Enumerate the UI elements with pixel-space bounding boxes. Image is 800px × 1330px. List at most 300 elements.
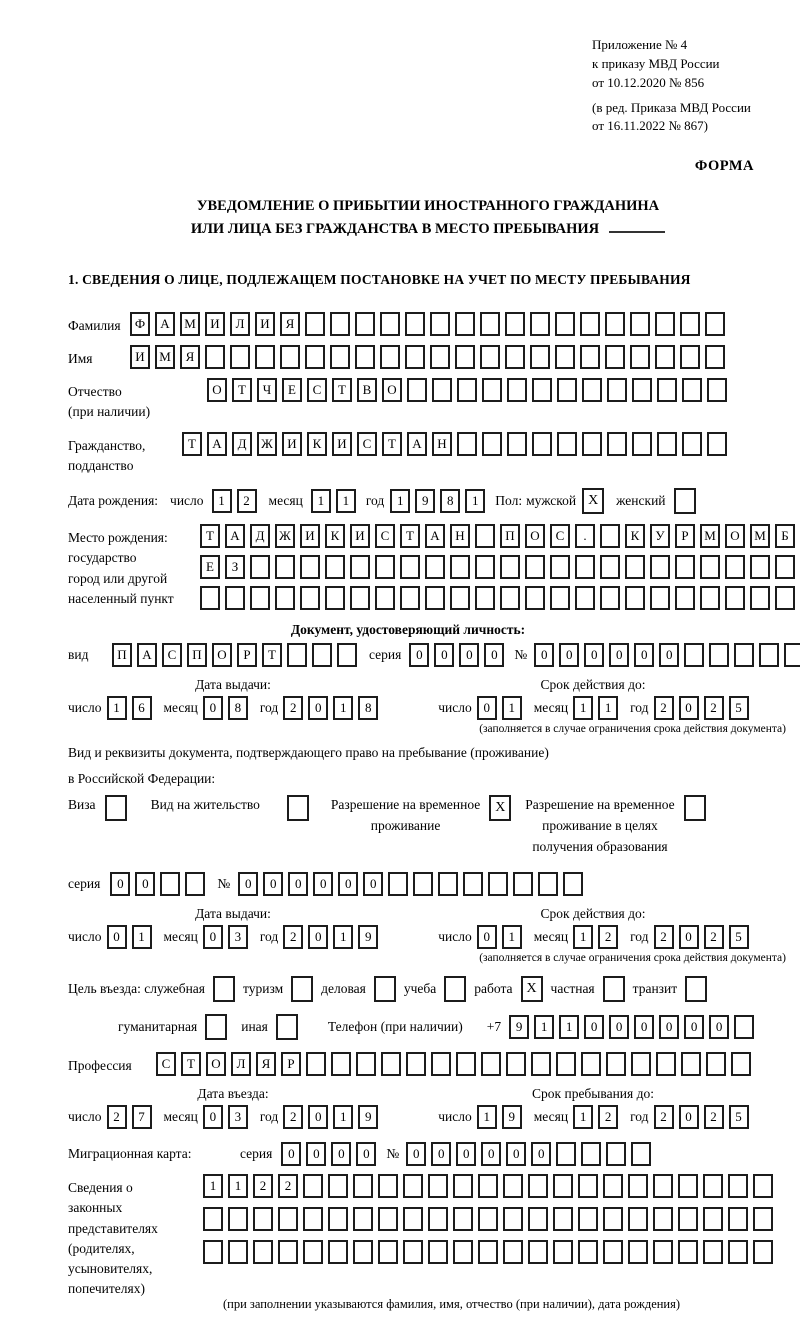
char-cell[interactable] [750,586,770,610]
char-cell[interactable] [678,1207,698,1231]
char-cell[interactable] [375,586,395,610]
char-cell[interactable] [630,312,650,336]
char-cell[interactable]: П [112,643,132,667]
char-cell[interactable] [378,1207,398,1231]
char-cell[interactable] [578,1174,598,1198]
char-cell[interactable]: 0 [308,696,328,720]
char-cell[interactable]: Я [280,312,300,336]
char-cell[interactable]: 2 [598,1105,618,1129]
char-cell[interactable] [480,345,500,369]
char-cell[interactable]: О [212,643,232,667]
purpose-humanitarian-checkbox[interactable] [205,1014,227,1040]
char-cell[interactable] [350,555,370,579]
char-cell[interactable] [550,586,570,610]
char-cell[interactable]: С [162,643,182,667]
char-cell[interactable] [330,312,350,336]
char-cell[interactable]: 0 [203,696,223,720]
char-cell[interactable]: 1 [559,1015,579,1039]
char-cell[interactable]: О [206,1052,226,1076]
sex-male-checkbox[interactable]: X [582,488,604,514]
char-cell[interactable] [353,1174,373,1198]
char-cell[interactable] [381,1052,401,1076]
char-cell[interactable]: 0 [406,1142,426,1166]
char-cell[interactable]: 0 [431,1142,451,1166]
char-cell[interactable]: 1 [502,925,522,949]
char-cell[interactable] [205,345,225,369]
char-cell[interactable]: 1 [390,489,410,513]
char-cell[interactable]: Л [231,1052,251,1076]
char-cell[interactable] [413,872,433,896]
char-cell[interactable]: А [407,432,427,456]
char-cell[interactable]: 2 [654,696,674,720]
purpose-business-checkbox[interactable] [374,976,396,1002]
char-cell[interactable] [580,345,600,369]
char-cell[interactable] [600,524,620,548]
char-cell[interactable]: И [350,524,370,548]
char-cell[interactable]: 0 [484,643,504,667]
char-cell[interactable] [403,1207,423,1231]
char-cell[interactable] [703,1207,723,1231]
char-cell[interactable] [682,378,702,402]
char-cell[interactable]: 3 [228,1105,248,1129]
char-cell[interactable]: Т [400,524,420,548]
char-cell[interactable] [325,586,345,610]
char-cell[interactable]: 9 [502,1105,522,1129]
char-cell[interactable]: 1 [573,925,593,949]
char-cell[interactable] [606,1052,626,1076]
char-cell[interactable] [328,1174,348,1198]
char-cell[interactable] [728,1174,748,1198]
char-cell[interactable] [475,555,495,579]
char-cell[interactable]: И [300,524,320,548]
char-cell[interactable] [203,1240,223,1264]
char-cell[interactable]: 2 [283,1105,303,1129]
char-cell[interactable] [403,1174,423,1198]
char-cell[interactable]: Т [262,643,282,667]
char-cell[interactable] [507,432,527,456]
char-cell[interactable]: 2 [654,1105,674,1129]
char-cell[interactable]: 5 [729,1105,749,1129]
char-cell[interactable] [328,1240,348,1264]
char-cell[interactable]: 0 [634,643,654,667]
char-cell[interactable] [681,1052,701,1076]
char-cell[interactable] [405,345,425,369]
char-cell[interactable] [657,432,677,456]
purpose-private-checkbox[interactable] [603,976,625,1002]
char-cell[interactable] [582,432,602,456]
char-cell[interactable] [337,643,357,667]
char-cell[interactable]: 0 [709,1015,729,1039]
purpose-other-checkbox[interactable] [276,1014,298,1040]
char-cell[interactable] [605,312,625,336]
char-cell[interactable] [488,872,508,896]
char-cell[interactable] [500,586,520,610]
purpose-official-checkbox[interactable] [213,976,235,1002]
char-cell[interactable]: 0 [107,925,127,949]
char-cell[interactable] [784,643,800,667]
char-cell[interactable] [607,432,627,456]
char-cell[interactable] [557,432,577,456]
char-cell[interactable]: И [282,432,302,456]
char-cell[interactable] [185,872,205,896]
char-cell[interactable] [582,378,602,402]
char-cell[interactable]: 1 [477,1105,497,1129]
char-cell[interactable]: 0 [238,872,258,896]
char-cell[interactable] [705,312,725,336]
char-cell[interactable]: 2 [253,1174,273,1198]
char-cell[interactable] [703,1174,723,1198]
char-cell[interactable] [507,378,527,402]
char-cell[interactable] [655,312,675,336]
char-cell[interactable] [655,345,675,369]
char-cell[interactable] [530,345,550,369]
char-cell[interactable] [707,378,727,402]
char-cell[interactable] [555,345,575,369]
char-cell[interactable] [378,1240,398,1264]
char-cell[interactable] [480,312,500,336]
char-cell[interactable]: 0 [306,1142,326,1166]
char-cell[interactable]: 9 [415,489,435,513]
char-cell[interactable] [628,1240,648,1264]
char-cell[interactable] [380,312,400,336]
char-cell[interactable] [463,872,483,896]
char-cell[interactable]: Я [180,345,200,369]
char-cell[interactable]: Р [281,1052,301,1076]
char-cell[interactable] [653,1174,673,1198]
char-cell[interactable] [407,378,427,402]
char-cell[interactable] [630,345,650,369]
char-cell[interactable] [759,643,779,667]
char-cell[interactable]: 0 [609,1015,629,1039]
char-cell[interactable]: 9 [358,1105,378,1129]
char-cell[interactable]: 0 [288,872,308,896]
char-cell[interactable]: 0 [313,872,333,896]
char-cell[interactable]: 0 [531,1142,551,1166]
char-cell[interactable] [707,432,727,456]
char-cell[interactable]: З [225,555,245,579]
char-cell[interactable]: С [307,378,327,402]
char-cell[interactable]: И [130,345,150,369]
visa-checkbox[interactable] [105,795,127,821]
char-cell[interactable] [728,1207,748,1231]
char-cell[interactable] [753,1240,773,1264]
char-cell[interactable] [728,1240,748,1264]
char-cell[interactable] [287,643,307,667]
char-cell[interactable]: 0 [356,1142,376,1166]
char-cell[interactable] [528,1207,548,1231]
char-cell[interactable] [600,555,620,579]
char-cell[interactable]: Н [450,524,470,548]
char-cell[interactable]: Р [237,643,257,667]
char-cell[interactable] [305,312,325,336]
char-cell[interactable] [657,378,677,402]
char-cell[interactable] [605,345,625,369]
char-cell[interactable] [553,1174,573,1198]
char-cell[interactable] [388,872,408,896]
char-cell[interactable] [475,586,495,610]
char-cell[interactable]: 1 [573,1105,593,1129]
purpose-work-checkbox[interactable]: X [521,976,543,1002]
char-cell[interactable] [625,555,645,579]
char-cell[interactable] [725,555,745,579]
char-cell[interactable]: 8 [440,489,460,513]
char-cell[interactable]: 0 [584,643,604,667]
char-cell[interactable]: О [725,524,745,548]
char-cell[interactable]: Т [382,432,402,456]
char-cell[interactable] [300,555,320,579]
char-cell[interactable] [438,872,458,896]
char-cell[interactable]: 0 [679,925,699,949]
char-cell[interactable]: 0 [634,1015,654,1039]
char-cell[interactable]: 8 [228,696,248,720]
char-cell[interactable] [555,312,575,336]
char-cell[interactable] [378,1174,398,1198]
char-cell[interactable] [225,586,245,610]
char-cell[interactable] [481,1052,501,1076]
char-cell[interactable]: Т [181,1052,201,1076]
char-cell[interactable]: 0 [263,872,283,896]
char-cell[interactable] [275,555,295,579]
char-cell[interactable]: Т [200,524,220,548]
char-cell[interactable]: Ч [257,378,277,402]
char-cell[interactable] [532,432,552,456]
char-cell[interactable]: 0 [409,643,429,667]
char-cell[interactable]: 7 [132,1105,152,1129]
char-cell[interactable]: Е [200,555,220,579]
char-cell[interactable]: 0 [434,643,454,667]
temp-permit-checkbox[interactable]: X [489,795,511,821]
char-cell[interactable] [503,1207,523,1231]
char-cell[interactable] [731,1052,751,1076]
char-cell[interactable]: Б [775,524,795,548]
char-cell[interactable]: П [187,643,207,667]
char-cell[interactable] [538,872,558,896]
char-cell[interactable] [453,1174,473,1198]
char-cell[interactable] [532,378,552,402]
char-cell[interactable]: Р [675,524,695,548]
char-cell[interactable] [250,586,270,610]
char-cell[interactable] [432,378,452,402]
char-cell[interactable] [230,345,250,369]
char-cell[interactable]: И [332,432,352,456]
char-cell[interactable]: Е [282,378,302,402]
char-cell[interactable] [482,432,502,456]
char-cell[interactable]: Я [256,1052,276,1076]
char-cell[interactable]: 0 [659,1015,679,1039]
char-cell[interactable] [603,1240,623,1264]
char-cell[interactable] [312,643,332,667]
char-cell[interactable]: С [550,524,570,548]
char-cell[interactable] [475,524,495,548]
char-cell[interactable] [300,586,320,610]
char-cell[interactable]: 0 [659,643,679,667]
char-cell[interactable] [456,1052,476,1076]
char-cell[interactable] [506,1052,526,1076]
char-cell[interactable]: Д [232,432,252,456]
char-cell[interactable]: М [180,312,200,336]
char-cell[interactable] [503,1174,523,1198]
char-cell[interactable] [406,1052,426,1076]
char-cell[interactable]: 5 [729,925,749,949]
char-cell[interactable] [628,1207,648,1231]
char-cell[interactable] [253,1207,273,1231]
char-cell[interactable]: 1 [502,696,522,720]
char-cell[interactable] [455,312,475,336]
char-cell[interactable] [331,1052,351,1076]
char-cell[interactable]: Т [332,378,352,402]
char-cell[interactable] [453,1240,473,1264]
char-cell[interactable] [428,1207,448,1231]
char-cell[interactable] [631,1052,651,1076]
char-cell[interactable]: С [375,524,395,548]
char-cell[interactable] [700,586,720,610]
sex-female-checkbox[interactable] [674,488,696,514]
char-cell[interactable]: С [357,432,377,456]
char-cell[interactable]: 1 [336,489,356,513]
char-cell[interactable] [607,378,627,402]
char-cell[interactable] [753,1207,773,1231]
char-cell[interactable] [430,312,450,336]
char-cell[interactable]: 0 [308,1105,328,1129]
char-cell[interactable] [400,586,420,610]
char-cell[interactable] [557,378,577,402]
char-cell[interactable] [709,643,729,667]
char-cell[interactable]: 6 [132,696,152,720]
char-cell[interactable]: 1 [333,925,353,949]
char-cell[interactable] [328,1207,348,1231]
temp-permit-edu-checkbox[interactable] [684,795,706,821]
char-cell[interactable] [250,555,270,579]
char-cell[interactable] [734,643,754,667]
char-cell[interactable]: А [425,524,445,548]
char-cell[interactable] [705,345,725,369]
char-cell[interactable] [275,586,295,610]
char-cell[interactable] [253,1240,273,1264]
char-cell[interactable] [575,586,595,610]
char-cell[interactable]: 1 [534,1015,554,1039]
char-cell[interactable] [355,312,375,336]
char-cell[interactable]: 1 [598,696,618,720]
char-cell[interactable]: 1 [573,696,593,720]
purpose-study-checkbox[interactable] [444,976,466,1002]
char-cell[interactable] [380,345,400,369]
char-cell[interactable] [675,555,695,579]
char-cell[interactable]: 2 [654,925,674,949]
char-cell[interactable]: 2 [283,696,303,720]
char-cell[interactable] [478,1207,498,1231]
char-cell[interactable]: 1 [333,1105,353,1129]
char-cell[interactable] [734,1015,754,1039]
char-cell[interactable] [325,555,345,579]
char-cell[interactable] [228,1240,248,1264]
char-cell[interactable]: 3 [228,925,248,949]
char-cell[interactable] [353,1240,373,1264]
char-cell[interactable] [750,555,770,579]
char-cell[interactable] [350,586,370,610]
char-cell[interactable] [425,586,445,610]
char-cell[interactable] [355,345,375,369]
char-cell[interactable] [425,555,445,579]
char-cell[interactable]: Ж [257,432,277,456]
char-cell[interactable] [405,312,425,336]
char-cell[interactable] [457,378,477,402]
char-cell[interactable] [455,345,475,369]
char-cell[interactable]: 0 [203,1105,223,1129]
char-cell[interactable]: Ж [275,524,295,548]
char-cell[interactable]: 1 [228,1174,248,1198]
char-cell[interactable] [530,312,550,336]
char-cell[interactable]: 1 [132,925,152,949]
char-cell[interactable] [632,378,652,402]
char-cell[interactable]: 0 [459,643,479,667]
char-cell[interactable]: М [700,524,720,548]
char-cell[interactable] [653,1207,673,1231]
char-cell[interactable] [500,555,520,579]
char-cell[interactable]: Н [432,432,452,456]
char-cell[interactable]: У [650,524,670,548]
char-cell[interactable]: К [325,524,345,548]
char-cell[interactable] [305,345,325,369]
char-cell[interactable]: К [625,524,645,548]
char-cell[interactable]: 8 [358,696,378,720]
char-cell[interactable] [580,312,600,336]
char-cell[interactable] [200,586,220,610]
char-cell[interactable]: . [575,524,595,548]
char-cell[interactable]: 0 [477,696,497,720]
char-cell[interactable] [553,1240,573,1264]
char-cell[interactable] [653,1240,673,1264]
char-cell[interactable] [457,432,477,456]
char-cell[interactable] [680,345,700,369]
char-cell[interactable] [753,1174,773,1198]
purpose-tourism-checkbox[interactable] [291,976,313,1002]
char-cell[interactable]: 1 [203,1174,223,1198]
char-cell[interactable]: 1 [333,696,353,720]
char-cell[interactable] [428,1240,448,1264]
char-cell[interactable] [306,1052,326,1076]
char-cell[interactable]: А [137,643,157,667]
char-cell[interactable] [556,1052,576,1076]
char-cell[interactable] [650,586,670,610]
char-cell[interactable]: О [525,524,545,548]
char-cell[interactable]: 1 [212,489,232,513]
char-cell[interactable]: Т [182,432,202,456]
char-cell[interactable]: 0 [456,1142,476,1166]
char-cell[interactable] [706,1052,726,1076]
char-cell[interactable] [478,1240,498,1264]
char-cell[interactable]: 2 [107,1105,127,1129]
char-cell[interactable] [650,555,670,579]
char-cell[interactable] [553,1207,573,1231]
char-cell[interactable]: 2 [237,489,257,513]
char-cell[interactable] [575,555,595,579]
char-cell[interactable] [525,586,545,610]
char-cell[interactable] [278,1207,298,1231]
char-cell[interactable] [228,1207,248,1231]
char-cell[interactable]: А [225,524,245,548]
char-cell[interactable] [203,1207,223,1231]
char-cell[interactable]: 0 [609,643,629,667]
char-cell[interactable]: 1 [107,696,127,720]
char-cell[interactable] [430,345,450,369]
char-cell[interactable]: 0 [338,872,358,896]
char-cell[interactable] [680,312,700,336]
char-cell[interactable] [255,345,275,369]
char-cell[interactable]: 0 [679,1105,699,1129]
char-cell[interactable] [303,1240,323,1264]
char-cell[interactable]: П [500,524,520,548]
char-cell[interactable] [603,1174,623,1198]
